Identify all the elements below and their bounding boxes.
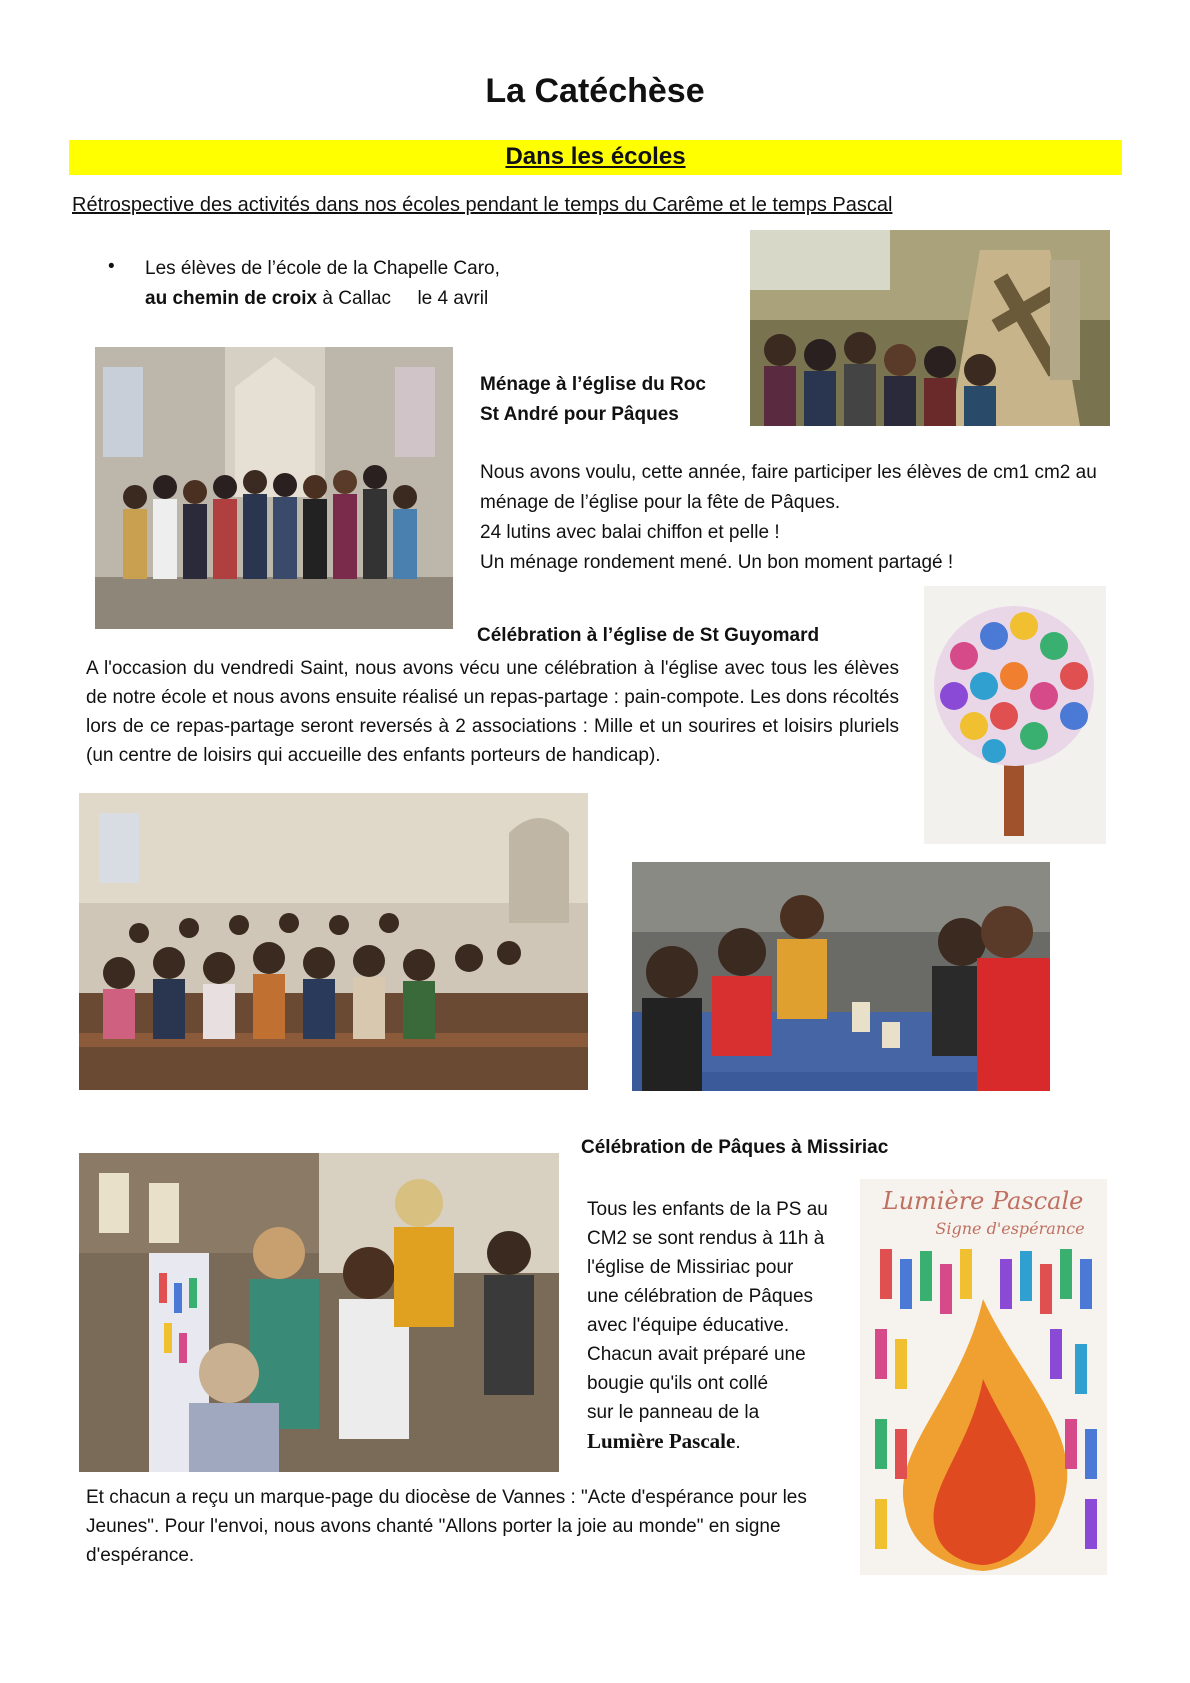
photo-lumiere-pascale-poster (860, 1179, 1107, 1575)
lumiere-period: . (735, 1432, 741, 1453)
final-paragraph: Et chacun a reçu un marque-page du diocèse de Vannes : "Acte d'espérance pour les Jeunes". Pour l'envoi, nous avons chanté "Allons porter la joie au monde" en signe d'espérance. (86, 1487, 807, 1566)
photo-candles-church (79, 1153, 559, 1472)
menage-paragraph (480, 458, 1130, 578)
menage-heading-line2: St André pour Pâques (480, 404, 679, 425)
page-title: La Catéchèse (485, 72, 705, 110)
menage-line4: Un ménage rondement mené. Un bon moment partagé ! (480, 552, 954, 573)
missiriac-paragraph (587, 1195, 828, 1457)
menage-line3: 24 lutins avec balai chiffon et pelle ! (480, 522, 780, 543)
menage-line2: ménage de l’église pour la fête de Pâques. (480, 492, 841, 513)
bullet-line1: Les élèves de l’école de la Chapelle Caro, (145, 258, 500, 279)
missiriac-line: avec l'équipe éducative. (587, 1315, 790, 1336)
bullet-icon: • (108, 256, 115, 277)
bullet-line2 (145, 284, 500, 314)
photo-menage-eglise (95, 347, 453, 629)
missiriac-line: une célébration de Pâques (587, 1286, 814, 1307)
bullet-item (145, 254, 500, 314)
missiriac-line: CM2 se sont rendus à 11h à (587, 1228, 825, 1249)
guyomard-paragraph: A l'occasion du vendredi Saint, nous avons vécu une célébration à l'église avec tous les élèves de notre école et nous avons ensuite réalisé un repas-partage : pain-compote. Les dons récoltés lors de ce repas-partage seront reversés à 2 associations : Mille et un sourires et loisirs pluriels (un centre de loisirs qui accueille des enfants porteurs de handicap). (86, 658, 899, 766)
photo-repas-partage (632, 862, 1050, 1091)
photo-flower-tree (924, 586, 1106, 844)
retrospective-line: Rétrospective des activités dans nos écoles pendant le temps du Carême et le temps Pascal (72, 194, 893, 216)
missiriac-line: Tous les enfants de la PS au (587, 1199, 828, 1220)
missiriac-line: sur le panneau de la (587, 1402, 760, 1423)
photo-church-pews (79, 793, 588, 1090)
photo-chemin-de-croix (750, 230, 1110, 426)
missiriac-line: l'église de Missiriac pour (587, 1257, 794, 1278)
poster-title: Lumière Pascale (882, 1187, 1084, 1215)
poster-subtitle: Signe d'espérance (935, 1219, 1085, 1238)
bullet-rest: à Callac le 4 avril (317, 288, 489, 309)
missiriac-line: Chacun avait préparé une (587, 1344, 806, 1365)
section-heading: Dans les écoles (505, 143, 686, 170)
missiriac-lumiere-line (587, 1427, 828, 1457)
missiriac-heading: Célébration de Pâques à Missiriac (581, 1137, 889, 1158)
guyomard-heading: Célébration à l’église de St Guyomard (477, 625, 820, 646)
menage-heading-line1: Ménage à l’église du Roc (480, 374, 706, 395)
bullet-bold: au chemin de croix (145, 288, 318, 309)
lumiere-pascale-text: Lumière Pascale (587, 1429, 736, 1453)
missiriac-line: bougie qu'ils ont collé (587, 1373, 769, 1394)
menage-heading (480, 370, 706, 430)
menage-line1: Nous avons voulu, cette année, faire participer les élèves de cm1 cm2 au (480, 462, 1097, 483)
